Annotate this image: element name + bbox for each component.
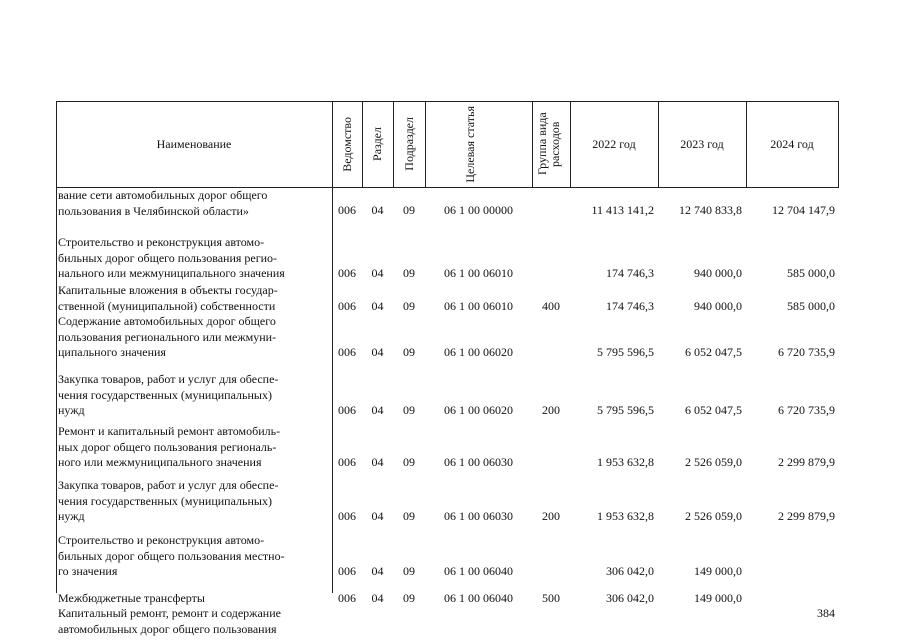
amount-2023-cell: 12 740 833,8	[679, 203, 742, 217]
target-article-cell: 06 1 00 06030	[444, 509, 513, 523]
amount-2024-cell: 2 299 879,9	[778, 455, 835, 469]
row-name-line: автомобильных дорог общего пользования	[58, 621, 277, 636]
header-name	[56, 101, 332, 187]
row-name-line: нужд	[58, 403, 85, 417]
row-name-line: Ремонт и капитальный ремонт автомобиль-	[58, 424, 281, 438]
row-name-line: нального или межмуниципального значения	[58, 266, 285, 280]
podrazdel-cell: 09	[403, 345, 415, 359]
podrazdel-cell: 09	[403, 564, 415, 578]
vedomstvo-cell: 006	[338, 266, 356, 280]
row-name-line: ципального значения	[58, 345, 166, 359]
podrazdel-cell: 09	[403, 266, 415, 280]
header-group-label: Группа вида расходов	[535, 112, 562, 176]
podrazdel-cell: 09	[403, 455, 415, 469]
row-name-cell	[58, 478, 326, 525]
vedomstvo-cell: 006	[338, 203, 356, 217]
row-name-line: Закупка товаров, работ и услуг для обеспе-	[58, 478, 279, 492]
amount-2023-cell: 940 000,0	[694, 299, 742, 313]
vedomstvo-cell: 006	[338, 564, 356, 578]
amount-2024-cell: 12 704 147,9	[772, 203, 835, 217]
razdel-cell: 04	[371, 564, 384, 578]
amount-2023-cell: 149 000,0	[694, 564, 742, 578]
razdel-cell: 04	[371, 203, 384, 217]
amount-2022-cell: 306 042,0	[606, 591, 654, 605]
podrazdel-cell: 09	[403, 403, 415, 417]
vedomstvo-cell: 006	[338, 509, 356, 523]
column-divider	[838, 101, 839, 187]
header-razdel-label: Раздел	[370, 127, 384, 161]
amount-2022-cell: 11 413 141,2	[591, 203, 654, 217]
razdel-cell: 04	[371, 266, 384, 280]
header-2024-label: 2024 год	[770, 136, 814, 151]
header-2024	[746, 101, 838, 187]
header-2023-label: 2023 год	[680, 136, 724, 151]
podrazdel-cell: 09	[403, 509, 415, 523]
row-name-cell	[58, 591, 326, 607]
amount-2022-cell: 1 953 632,8	[597, 509, 654, 523]
header-name-label: Наименование	[156, 136, 232, 151]
vedomstvo-cell: 006	[338, 299, 356, 313]
target-article-cell: 06 1 00 06010	[444, 299, 513, 313]
target-article-cell: 06 1 00 06020	[444, 345, 513, 359]
row-name-line: пользования регионального или межмуни-	[58, 329, 277, 344]
row-name-line: Капитальные вложения в объекты государ-	[58, 283, 278, 297]
amount-2024-cell: 585 000,0	[787, 266, 835, 280]
razdel-cell: 04	[371, 591, 384, 605]
row-name-cell	[58, 372, 326, 419]
podrazdel-cell: 09	[403, 299, 415, 313]
amount-2023-cell: 940 000,0	[694, 266, 742, 280]
row-name-line: Строительство и реконструкция автомо-	[58, 235, 265, 249]
row-name-line: го значения	[58, 564, 118, 578]
amount-2024-cell: 6 720 735,9	[778, 345, 835, 359]
amount-2022-cell: 5 795 596,5	[597, 345, 654, 359]
row-name-line: нужд	[58, 509, 85, 523]
amount-2023-cell: 149 000,0	[694, 591, 742, 605]
header-podrazdel-label: Подраздел	[401, 117, 416, 171]
target-article-cell: 06 1 00 06030	[444, 455, 513, 469]
row-name-line: Строительство и реконструкция автомо-	[58, 533, 265, 547]
amount-2023-cell: 2 526 059,0	[685, 509, 742, 523]
amount-2024-cell: 6 720 735,9	[778, 403, 835, 417]
amount-2022-cell: 306 042,0	[606, 564, 654, 578]
row-name-line: вание сети автомобильных дорог общего	[58, 188, 268, 202]
row-name-cell	[58, 533, 326, 580]
row-name-cell	[58, 235, 326, 282]
expense-group-cell: 200	[542, 509, 560, 523]
row-name-line: ного или межмуниципального значения	[58, 455, 262, 469]
header-2023	[658, 101, 746, 187]
row-name-cell	[58, 606, 326, 637]
razdel-cell: 04	[371, 403, 384, 417]
header-2022-label: 2022 год	[592, 136, 636, 151]
razdel-cell: 04	[371, 345, 384, 359]
row-name-line: Содержание автомобильных дорог общего	[58, 314, 276, 328]
expense-group-cell: 500	[542, 591, 560, 605]
header-target-label: Целевая статья	[462, 105, 477, 183]
amount-2024-cell: 2 299 879,9	[778, 509, 835, 523]
row-name-line: бильных дорог общего пользования регио-	[58, 250, 278, 265]
amount-2024-cell: 585 000,0	[787, 299, 835, 313]
header-target	[425, 101, 532, 187]
target-article-cell: 06 1 00 06020	[444, 403, 513, 417]
podrazdel-cell: 09	[403, 203, 415, 217]
expense-group-cell: 400	[542, 299, 560, 313]
vedomstvo-cell: 006	[338, 403, 356, 417]
page-number: 384	[817, 606, 835, 620]
vedomstvo-cell: 006	[338, 345, 356, 359]
target-article-cell: 06 1 00 06010	[444, 266, 513, 280]
razdel-cell: 04	[371, 509, 384, 523]
amount-2022-cell: 174 746,3	[606, 299, 654, 313]
row-name-cell	[58, 314, 326, 361]
row-name-line: Закупка товаров, работ и услуг для обеспе-	[58, 372, 279, 386]
target-article-cell: 06 1 00 00000	[444, 203, 513, 217]
row-name-line: чения государственных (муниципальных)	[58, 493, 272, 508]
header-vedomstvo	[332, 101, 362, 187]
amount-2023-cell: 6 052 047,5	[685, 403, 742, 417]
row-name-line: Межбюджетные трансферты	[58, 591, 205, 605]
vedomstvo-cell: 006	[338, 455, 356, 469]
row-name-line: ственной (муниципальной) собственности	[58, 298, 276, 313]
header-2022	[570, 101, 658, 187]
amount-2022-cell: 5 795 596,5	[597, 403, 654, 417]
target-article-cell: 06 1 00 06040	[444, 564, 513, 578]
row-name-cell	[58, 188, 326, 219]
amount-2022-cell: 1 953 632,8	[597, 455, 654, 469]
podrazdel-cell: 09	[403, 591, 415, 605]
amount-2023-cell: 2 526 059,0	[685, 455, 742, 469]
expense-group-cell: 200	[542, 403, 560, 417]
row-name-line: пользования в Челябинской области»	[58, 203, 249, 218]
header-group	[532, 101, 570, 187]
row-name-line: чения государственных (муниципальных)	[58, 387, 272, 402]
row-name-line: Капитальный ремонт, ремонт и содержание	[58, 606, 281, 620]
razdel-cell: 04	[371, 455, 384, 469]
header-razdel	[362, 101, 393, 187]
row-name-cell	[58, 283, 326, 314]
header-vedomstvo-label: Ведомство	[339, 116, 354, 172]
razdel-cell: 04	[371, 299, 384, 313]
row-name-cell	[58, 424, 326, 471]
header-podrazdel	[393, 101, 425, 187]
row-name-line: ных дорог общего пользования региональ-	[58, 439, 277, 454]
row-name-line: бильных дорог общего пользования местно-	[58, 548, 285, 563]
amount-2022-cell: 174 746,3	[606, 266, 654, 280]
amount-2023-cell: 6 052 047,5	[685, 345, 742, 359]
vedomstvo-cell: 006	[338, 591, 356, 605]
target-article-cell: 06 1 00 06040	[444, 591, 513, 605]
